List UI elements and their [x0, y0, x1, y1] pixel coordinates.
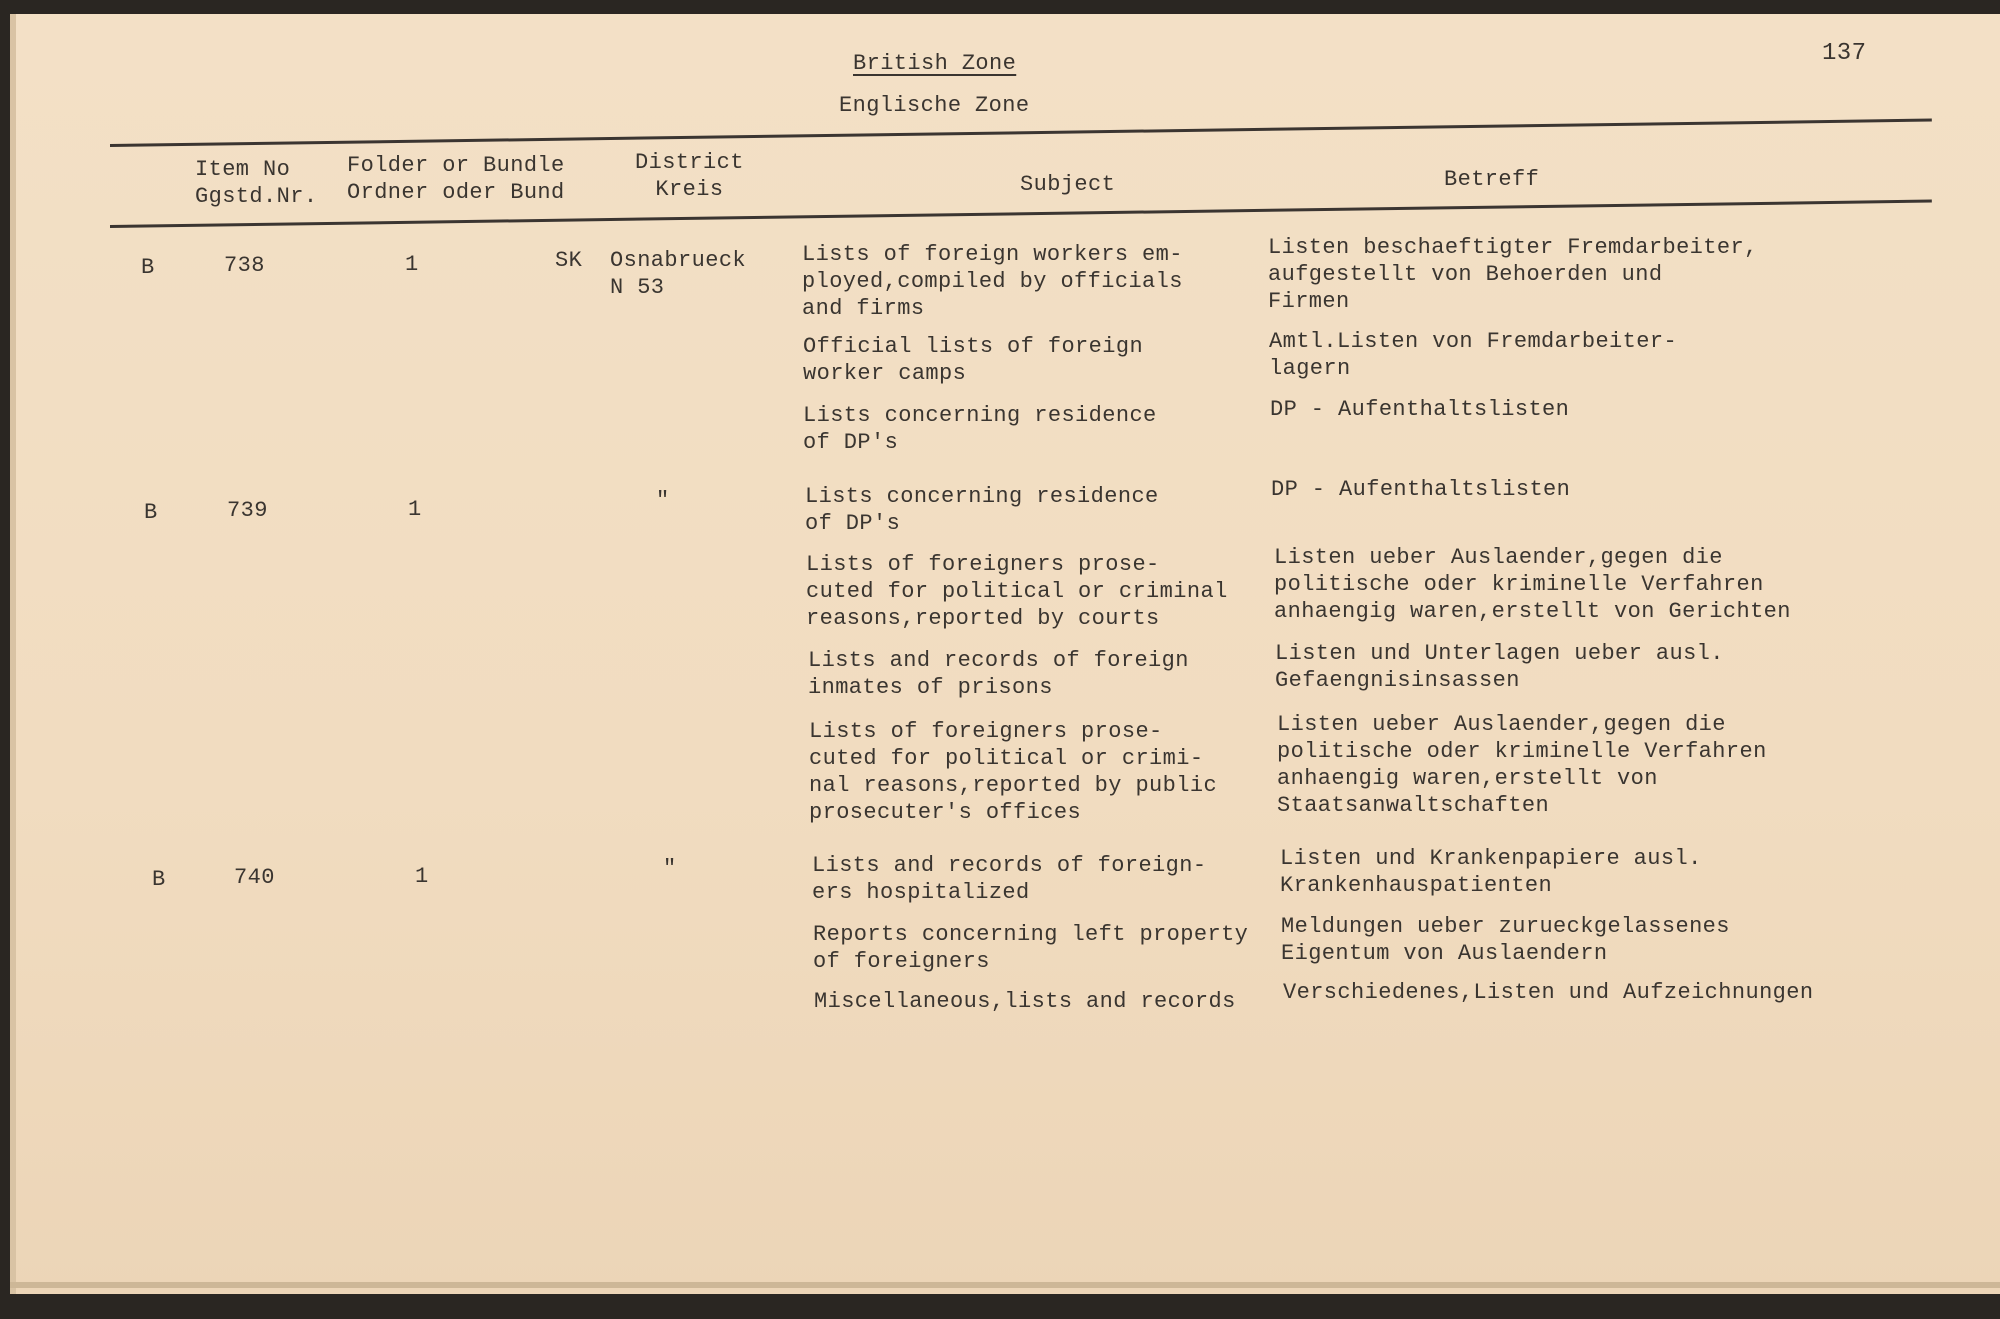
- header-district: District Kreis: [635, 150, 744, 202]
- subject: Lists concerning residence of DP's: [803, 403, 1157, 455]
- folder-number: 1: [415, 864, 429, 889]
- district-prefix: SK: [555, 248, 583, 273]
- betreff: Listen beschaeftigter Fremdarbeiter, aufgestellt von Behoerden und Firmen: [1268, 235, 1758, 314]
- subject: Lists and records of foreign inmates of prisons: [808, 648, 1189, 700]
- betreff: Listen und Unterlagen ueber ausl. Gefaengnisinsassen: [1275, 641, 1724, 693]
- header-subject: Subject: [1020, 172, 1116, 197]
- betreff: Verschiedenes,Listen und Aufzeichnungen: [1283, 980, 1814, 1005]
- subject: Miscellaneous,lists and records: [814, 989, 1236, 1014]
- betreff: Amtl.Listen von Fremdarbeiter- lagern: [1269, 329, 1678, 381]
- folder-number: 1: [405, 252, 419, 277]
- item-number: 738: [224, 253, 265, 278]
- header-betreff: Betreff: [1444, 167, 1540, 192]
- betreff: Meldungen ueber zurueckgelassenes Eigentum von Auslaendern: [1281, 914, 1730, 966]
- page-edge: [10, 1282, 2000, 1288]
- page-number: 137: [1822, 40, 1867, 67]
- subject: Lists of foreign workers em- ployed,compiled by officials and firms: [802, 242, 1183, 321]
- subject: Lists concerning residence of DP's: [805, 484, 1159, 536]
- district-ditto: ": [656, 488, 670, 513]
- row-marker: B: [152, 867, 166, 892]
- subject: Lists of foreigners prose- cuted for political or criminal reasons,reported by courts: [806, 552, 1228, 631]
- subject: Official lists of foreign worker camps: [803, 334, 1144, 386]
- row-marker: B: [144, 500, 158, 525]
- subject: Lists and records of foreign- ers hospitalized: [812, 853, 1207, 905]
- betreff: Listen ueber Auslaender,gegen die politische oder kriminelle Verfahren anhaengig waren,erstellt von Gerichten: [1274, 545, 1791, 624]
- subject: Reports concerning left property of foreigners: [813, 922, 1249, 974]
- row-marker: B: [141, 255, 155, 280]
- betreff: DP - Aufenthaltslisten: [1270, 397, 1570, 422]
- header-item: Item No Ggstd.Nr.: [195, 157, 318, 209]
- header-folder: Folder or Bundle Ordner oder Bund: [347, 153, 565, 205]
- district-ditto: ": [663, 856, 677, 881]
- district: Osnabrueck N 53: [610, 248, 747, 300]
- betreff: Listen ueber Auslaender,gegen die politische oder kriminelle Verfahren anhaengig waren,erstellt von Staatsanwaltschaften: [1277, 712, 1767, 818]
- page-title: British Zone: [853, 51, 1017, 76]
- page-subtitle: Englische Zone: [839, 93, 1030, 118]
- item-number: 739: [227, 498, 268, 523]
- folder-number: 1: [408, 497, 422, 522]
- betreff: Listen und Krankenpapiere ausl. Krankenhauspatienten: [1280, 846, 1702, 898]
- betreff: DP - Aufenthaltslisten: [1271, 477, 1571, 502]
- item-number: 740: [234, 865, 275, 890]
- subject: Lists of foreigners prose- cuted for political or crimi- nal reasons,reported by public prosecuter's offices: [809, 719, 1218, 825]
